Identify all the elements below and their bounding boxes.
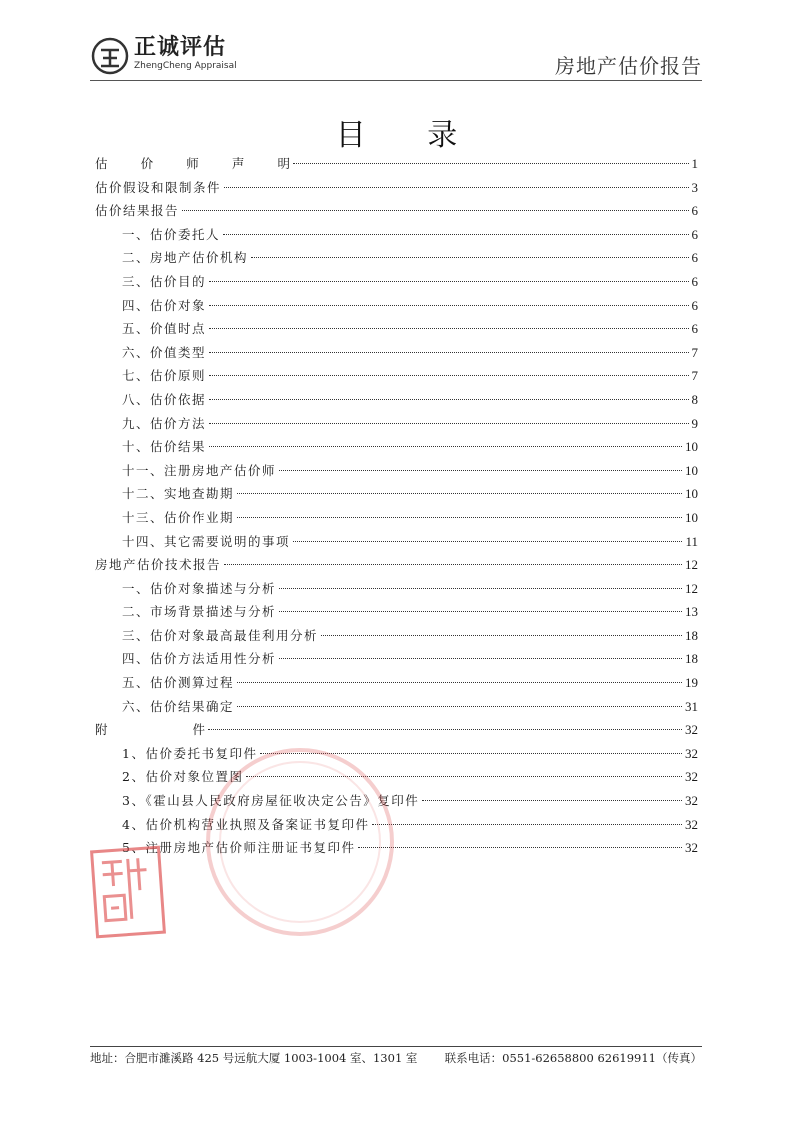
toc-entry-page: 1: [691, 156, 698, 171]
toc-entry-page: 13: [685, 604, 698, 620]
toc-leader-dots: [209, 351, 688, 353]
toc-leader-dots: [279, 657, 682, 659]
toc-entry-label: 九、估价方法: [122, 415, 207, 431]
toc-entry[interactable]: [95, 459, 698, 483]
toc-entry[interactable]: [95, 600, 698, 624]
toc-leader-dots: [293, 162, 689, 164]
toc-entry-page: 6: [691, 250, 698, 266]
toc-entry[interactable]: [95, 482, 698, 506]
toc-leader-dots: [209, 398, 688, 400]
toc-entry-page: 6: [691, 273, 698, 289]
toc-leader-dots: [182, 209, 688, 211]
toc-entry-page: 6: [691, 226, 698, 242]
red-stamp-icon: [90, 846, 166, 939]
toc-entry-label: 八、估价依据: [122, 391, 207, 407]
report-type: 房地产估价报告: [555, 54, 702, 78]
toc-leader-dots: [293, 540, 682, 542]
toc-leader-dots: [358, 846, 682, 848]
toc-entry[interactable]: [95, 435, 698, 459]
toc-entry-label: 附 件: [95, 722, 205, 738]
toc-leader-dots: [209, 280, 688, 282]
footer-divider: [90, 1046, 702, 1047]
toc-entry-page: 32: [685, 840, 698, 856]
toc-entry-label: 估价结果报告: [95, 203, 180, 219]
toc-entry[interactable]: [95, 176, 698, 200]
footer-phone: 联系电话：0551-62658800 62619911（传真）: [444, 1051, 702, 1065]
toc-entry-page: 8: [691, 391, 698, 407]
toc-leader-dots: [422, 799, 682, 801]
page-footer: [90, 1050, 702, 1066]
toc-entry-page: 6: [691, 203, 698, 219]
toc-entry[interactable]: [95, 152, 698, 176]
toc-entry-label: 一、估价对象描述与分析: [122, 580, 277, 596]
toc-leader-dots: [223, 233, 688, 235]
toc-entry-label: 三、估价目的: [122, 273, 207, 289]
toc-entry-page: 18: [685, 627, 698, 643]
toc-title: 目 录: [335, 118, 484, 153]
toc-entry-page: 18: [685, 651, 698, 667]
toc-entry-page: 3: [691, 179, 698, 195]
toc-leader-dots: [237, 492, 682, 494]
toc-entry-page: 32: [685, 793, 698, 809]
toc-entry-label: 1、估价委托书复印件: [122, 745, 258, 761]
toc-leader-dots: [209, 327, 688, 329]
footer-address: 地址：合肥市濉溪路 425 号远航大厦 1003-1004 室、1301 室: [90, 1051, 418, 1065]
toc-entry[interactable]: [95, 553, 698, 577]
toc-entry-page: 19: [685, 675, 698, 691]
toc-entry-label: 2、估价对象位置图: [122, 769, 244, 785]
toc-leader-dots: [279, 587, 682, 589]
toc-entry[interactable]: [95, 270, 698, 294]
toc-entry-page: 10: [685, 509, 698, 525]
toc-entry-page: 31: [685, 698, 698, 714]
toc-entry[interactable]: [95, 671, 698, 695]
toc-entry-label: 五、价值时点: [122, 321, 207, 337]
toc-entry[interactable]: [95, 647, 698, 671]
toc-entry-label: 4、估价机构营业执照及备案证书复印件: [122, 816, 370, 832]
toc-entry-label: 3、《霍山县人民政府房屋征收决定公告》复印件: [122, 793, 420, 809]
toc-leader-dots: [209, 445, 682, 447]
toc-entry-page: 12: [685, 557, 698, 573]
toc-leader-dots: [372, 823, 682, 825]
toc-entry-page: 32: [685, 816, 698, 832]
toc-entry-label: 十四、其它需要说明的事项: [122, 533, 291, 549]
toc-entry[interactable]: [95, 223, 698, 247]
page-header: [90, 30, 702, 80]
toc-entry[interactable]: [95, 506, 698, 530]
toc-entry-page: 32: [685, 722, 698, 738]
toc-leader-dots: [208, 728, 682, 730]
company-name: [134, 36, 237, 72]
toc-leader-dots: [209, 374, 688, 376]
company-name-en: ZhengCheng Appraisal: [134, 61, 237, 71]
toc-entry[interactable]: [95, 624, 698, 648]
company-name-cn: 正诚评估: [134, 35, 227, 60]
toc-entry[interactable]: [95, 718, 698, 742]
toc-entry[interactable]: [95, 388, 698, 412]
toc-entry-label: 四、估价对象: [122, 297, 207, 313]
toc-entry-label: 六、估价结果确定: [122, 698, 235, 714]
toc-entry-page: 9: [691, 415, 698, 431]
toc-leader-dots: [224, 563, 682, 565]
toc-entry-label: 5、注册房地产估价师注册证书复印件: [122, 840, 356, 856]
toc-entry[interactable]: [95, 294, 698, 318]
toc-entry[interactable]: [95, 577, 698, 601]
toc-entry-label: 十、估价结果: [122, 439, 207, 455]
toc-leader-dots: [237, 681, 682, 683]
toc-leader-dots: [321, 634, 682, 636]
toc-entry-label: 一、估价委托人: [122, 226, 221, 242]
toc-entry-page: 6: [691, 297, 698, 313]
red-seal-icon: [200, 742, 400, 942]
toc-entry[interactable]: [95, 364, 698, 388]
toc-entry[interactable]: [95, 530, 698, 554]
toc-entry-label: 三、估价对象最高最佳利用分析: [122, 627, 319, 643]
toc-entry[interactable]: [95, 317, 698, 341]
toc-leader-dots: [251, 256, 688, 258]
header-divider: [90, 80, 702, 81]
toc-entry-label: 估 价 师 声 明: [95, 156, 290, 171]
toc-entry-page: 10: [685, 462, 698, 478]
toc-leader-dots: [237, 516, 682, 518]
toc-leader-dots: [209, 422, 688, 424]
toc-entry-page: 7: [691, 344, 698, 360]
toc-leader-dots: [279, 610, 682, 612]
toc-entry-page: 7: [691, 368, 698, 384]
toc-entry-label: 二、房地产估价机构: [122, 250, 249, 266]
toc-leader-dots: [279, 469, 682, 471]
toc-entry-page: 12: [685, 580, 698, 596]
toc-entry-label: 七、估价原则: [122, 368, 207, 384]
toc-entry[interactable]: [95, 695, 698, 719]
toc-entry-label: 十二、实地查勘期: [122, 486, 235, 502]
toc-entry-label: 五、估价测算过程: [122, 675, 235, 691]
toc-entry-label: 二、市场背景描述与分析: [122, 604, 277, 620]
toc-entry[interactable]: [95, 341, 698, 365]
toc-entry[interactable]: [95, 199, 698, 223]
toc-entry-label: 房地产估价技术报告: [95, 557, 222, 573]
toc-entry-page: 10: [685, 439, 698, 455]
toc-entry-page: 32: [685, 769, 698, 785]
toc-entry[interactable]: [95, 412, 698, 436]
toc-entry-label: 四、估价方法适用性分析: [122, 651, 277, 667]
toc-entry-page: 11: [685, 533, 698, 549]
toc-entry-label: 六、价值类型: [122, 344, 207, 360]
toc-entry[interactable]: [95, 246, 698, 270]
toc-leader-dots: [237, 705, 682, 707]
toc-leader-dots: [209, 304, 688, 306]
company-logo-icon: [90, 36, 130, 76]
toc-entry-page: 32: [685, 745, 698, 761]
toc-entry-label: 估价假设和限制条件: [95, 179, 222, 195]
toc-leader-dots: [224, 186, 688, 188]
toc-entry-page: 10: [685, 486, 698, 502]
toc-entry-page: 6: [691, 321, 698, 337]
toc-entry-label: 十三、估价作业期: [122, 509, 235, 525]
toc-entry-label: 十一、注册房地产估价师: [122, 462, 277, 478]
